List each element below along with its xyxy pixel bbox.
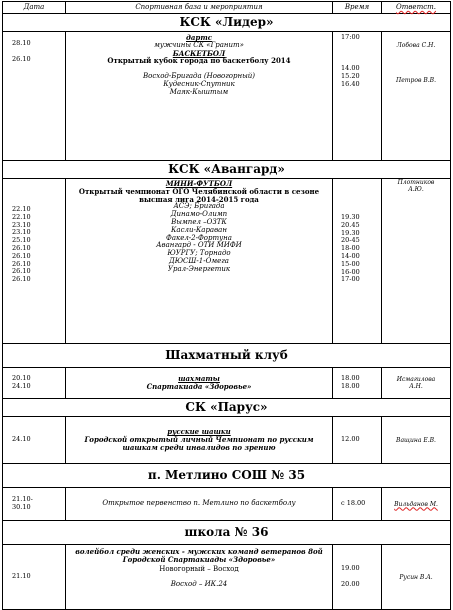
parus-events: русские шашки Городской открытый личный Чемпионат по русским шашкам среди инвалидов по зрению [66,417,333,464]
avangard-times: 19.30 20.45 19.30 20-45 18-00 14-00 15-00 16-00 17-00 [333,179,382,344]
section-chess-title-row [3,344,451,368]
chess-events: шахматы Спартакиада «Здоровье» [66,368,333,399]
section-school36-title-row [3,521,451,545]
lider-resp: Лобова С.Н. Петров В.В. [382,32,451,161]
lider-events: дартс мужчины СК «Гранит» БАСКЕТБОЛ Открытый кубок города по баскетболу 2014 Восход-Бригада (Новогорный) Кудесник-Спутник Маяк-Кыштым [66,32,333,161]
parus-row [3,417,451,464]
chess-dates: 20.10 24.10 [3,368,66,399]
schedule-sheet [2,1,450,589]
header-time: Время [333,2,382,14]
section-parus-title-row [3,399,451,417]
lider-row [3,32,451,161]
sport-chess: шахматы [178,374,220,384]
metlino-resp: Вильданов М. [382,488,451,521]
section-title: п. Метлино СОШ № 35 [3,464,451,488]
section-title: КСК «Авангард» [3,161,451,179]
school36-date: 21.10 [3,545,66,610]
school36-events: волейбол среди женских - мужских команд ветеранов 8ой Городской Спартакиады «Здоровье» Новогорный – Восход Восход – ИК.24 [66,545,333,610]
chess-times: 18.00 18.00 [333,368,382,399]
header-event: Спортивная база и мероприятия [66,2,333,14]
section-title: школа № 36 [3,521,451,545]
parus-date: 24.10 [3,417,66,464]
parus-resp: Ващина Е.В. [382,417,451,464]
section-avangard-title-row [3,161,451,179]
section-title: КСК «Лидер» [3,14,451,32]
chess-row [3,368,451,399]
parus-time: 12.00 [333,417,382,464]
sport-minifootball: МИНИ-ФУТБОЛ [165,179,233,188]
avangard-dates: 22.10 22.10 23.10 23.10 25.10 26.10 26.10 26.10 26.10 26.10 [3,179,66,344]
metlino-row [3,488,451,521]
school36-row [3,545,451,610]
section-title: Шахматный клуб [3,344,451,368]
schedule-table [2,1,451,610]
sport-darts: дартс [186,33,212,42]
metlino-event: Открытое первенство п. Метлино по баскетболу [66,488,333,521]
metlino-time: с 18.00 [333,488,382,521]
lider-times: 17:00 14.00 15.20 16.40 [333,32,382,161]
section-title: СК «Парус» [3,399,451,417]
avangard-events: МИНИ-ФУТБОЛ Открытый чемпионат ОГО Челябинской области в сезоне высшая лига 2014-2015 года АСЭ; Бригада Динамо-Олимп Вымпел –ОЗТК Касли-Караван Факел-2-Фортуна Авангард - ОТИ МИФИ ЮУРГУ; Торнадо ДЮСШ-1-Омега Урал-Энергетик [66,179,333,344]
avangard-resp: Плотников А.Ю. [382,179,451,344]
section-lider-title-row [3,14,451,32]
lider-dates: 28.10 26.10 [3,32,66,161]
sport-basketball: БАСКЕТБОЛ [172,48,226,58]
school36-resp: Русин В.А. [382,545,451,610]
metlino-dates: 21.10- 30.10 [3,488,66,521]
avangard-row [3,179,451,344]
header-resp: Ответст. [382,2,451,14]
sport-checkers: русские шашки [167,427,231,437]
section-metlino-title-row [3,464,451,488]
chess-resp: Исмагилова А.Н. [382,368,451,399]
header-date: Дата [3,2,66,14]
header-row [3,2,451,14]
school36-times: 19.00 20.00 [333,545,382,610]
